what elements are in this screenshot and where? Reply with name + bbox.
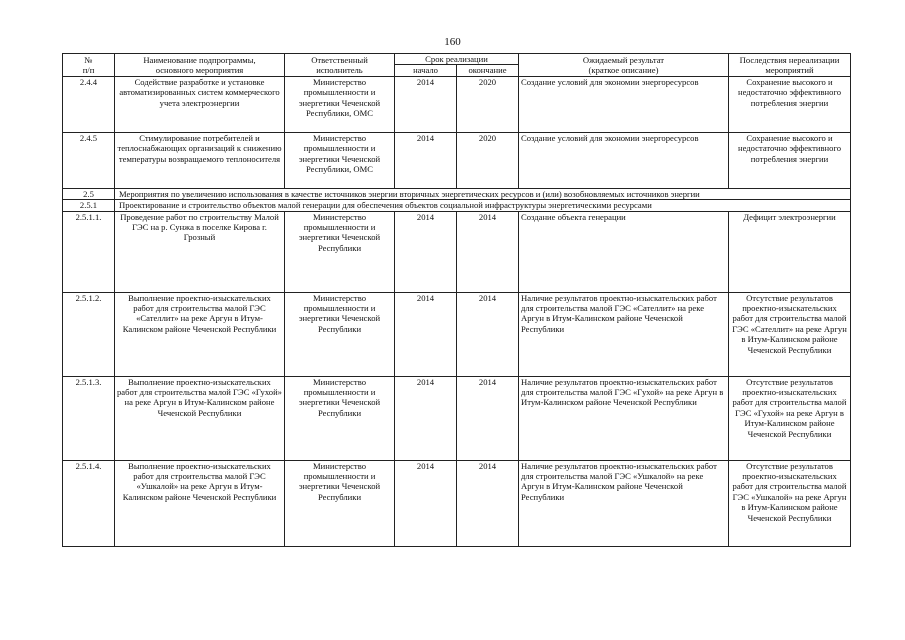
row-name: Стимулирование потребителей и теплоснабжающих организаций к снижению температуры возвращаемого теплоносителя <box>115 132 285 188</box>
header-cons-line2: мероприятий <box>765 64 814 75</box>
section-title: Мероприятия по увеличению использования в качестве источников энергии вторичных энергетических ресурсов и (или) возобновляемых источников энергии <box>115 188 851 199</box>
header-result-line1: Ожидаемый результат <box>582 54 665 65</box>
row-num: 2.5.1.4. <box>63 460 115 546</box>
header-row <box>63 54 851 65</box>
header-end: окончание <box>457 65 519 76</box>
table-row <box>63 292 851 376</box>
table-row <box>63 211 851 292</box>
row-start: 2014 <box>395 76 457 132</box>
row-result: Создание объекта генерации <box>519 211 729 292</box>
row-start: 2014 <box>395 211 457 292</box>
table-row <box>63 376 851 460</box>
row-start: 2014 <box>395 376 457 460</box>
row-consequences: Отсутствие результатов проектно-изыскательских работ для строительства малой ГЭС «Гухой» на реке Аргун в Итум-Калинском районе Чеченской Республики <box>729 376 851 460</box>
header-result-line2: (краткое описание) <box>588 64 659 75</box>
row-start: 2014 <box>395 460 457 546</box>
table-row <box>63 460 851 546</box>
row-consequences: Сохранение высокого и недостаточно эффективного потребления энергии <box>729 132 851 188</box>
row-name: Выполнение проектно-изыскательских работ для строительства малой ГЭС «Гухой» на реке Аргун в Итум-Калинском районе Чеченской Республики <box>115 376 285 460</box>
row-end: 2020 <box>457 76 519 132</box>
header-name <box>115 54 285 77</box>
row-result: Наличие результатов проектно-изыскательских работ для строительства малой ГЭС «Сателлит» на реке Аргун в Итум-Калинском районе Чеченской Республики <box>519 292 729 376</box>
row-consequences: Сохранение высокого и недостаточно эффективного потребления энергии <box>729 76 851 132</box>
row-consequences: Отсутствие результатов проектно-изыскательских работ для строительства малой ГЭС «Ушкалой» на реке Аргун в Итум-Калинском районе Чеченской Республики <box>729 460 851 546</box>
header-resp-line1: Ответственный <box>311 54 368 65</box>
row-consequences: Дефицит электроэнергии <box>729 211 851 292</box>
row-num: 2.5.1.2. <box>63 292 115 376</box>
row-result: Создание условий для экономии энергоресурсов <box>519 76 729 132</box>
header-result <box>519 54 729 77</box>
header-name-line2: основного мероприятия <box>155 64 244 75</box>
row-end: 2014 <box>457 211 519 292</box>
header-consequences <box>729 54 851 77</box>
table-row <box>63 76 851 132</box>
program-table <box>62 53 851 547</box>
row-responsible: Министерство промышленности и энергетики Чеченской Республики, ОМС <box>285 132 395 188</box>
row-responsible: Министерство промышленности и энергетики Чеченской Республики, ОМС <box>285 76 395 132</box>
row-responsible: Министерство промышленности и энергетики Чеченской Республики <box>285 292 395 376</box>
row-result: Наличие результатов проектно-изыскательских работ для строительства малой ГЭС «Ушкалой» на реке Аргун в Итум-Калинском районе Чеченской Республики <box>519 460 729 546</box>
row-num: 2.5.1.1. <box>63 211 115 292</box>
row-name: Содействие разработке и установке автоматизированных систем коммерческого учета электроэнергии <box>115 76 285 132</box>
header-name-line1: Наименование подпрограммы, <box>143 54 256 65</box>
row-result: Создание условий для экономии энергоресурсов <box>519 132 729 188</box>
header-num-line1: № <box>84 54 93 65</box>
page-number: 160 <box>444 36 461 48</box>
row-responsible: Министерство промышленности и энергетики Чеченской Республики <box>285 460 395 546</box>
section-row <box>63 200 851 211</box>
header-cons-line1: Последствия нереализации <box>739 54 840 65</box>
table-row <box>63 132 851 188</box>
header-num-line2: п/п <box>82 64 95 75</box>
header-resp-line2: исполнитель <box>316 64 363 75</box>
row-name: Проведение работ по строительству Малой ГЭС на р. Сунжа в поселке Кирова г. Грозный <box>115 211 285 292</box>
row-end: 2014 <box>457 292 519 376</box>
row-responsible: Министерство промышленности и энергетики Чеченской Республики <box>285 376 395 460</box>
row-num: 2.4.5 <box>63 132 115 188</box>
header-num <box>63 54 115 77</box>
row-num: 2.4.4 <box>63 76 115 132</box>
section-num: 2.5.1 <box>63 200 115 211</box>
row-start: 2014 <box>395 292 457 376</box>
row-start: 2014 <box>395 132 457 188</box>
section-num: 2.5 <box>63 188 115 199</box>
row-consequences: Отсутствие результатов проектно-изыскательских работ для строительства малой ГЭС «Сателлит» на реке Аргун в Итум-Калинском районе Чеченской Республики <box>729 292 851 376</box>
row-name: Выполнение проектно-изыскательских работ для строительства малой ГЭС «Ушкалой» на реке Аргун в Итум-Калинском районе Чеченской Республики <box>115 460 285 546</box>
header-start: начало <box>395 65 457 76</box>
header-responsible <box>285 54 395 77</box>
section-row <box>63 188 851 199</box>
header-period: Срок реализации <box>395 54 519 65</box>
row-end: 2014 <box>457 460 519 546</box>
section-title: Проектирование и строительство объектов малой генерации для обеспечения объектов социальной инфраструктуры энергетическими ресурсами <box>115 200 851 211</box>
row-end: 2014 <box>457 376 519 460</box>
row-num: 2.5.1.3. <box>63 376 115 460</box>
row-name: Выполнение проектно-изыскательских работ для строительства малой ГЭС «Сателлит» на реке Аргун в Итум-Калинском районе Чеченской Республики <box>115 292 285 376</box>
row-result: Наличие результатов проектно-изыскательских работ для строительства малой ГЭС «Гухой» на реке Аргун в Итум-Калинском районе Чеченской Республики <box>519 376 729 460</box>
row-responsible: Министерство промышленности и энергетики Чеченской Республики <box>285 211 395 292</box>
row-end: 2020 <box>457 132 519 188</box>
